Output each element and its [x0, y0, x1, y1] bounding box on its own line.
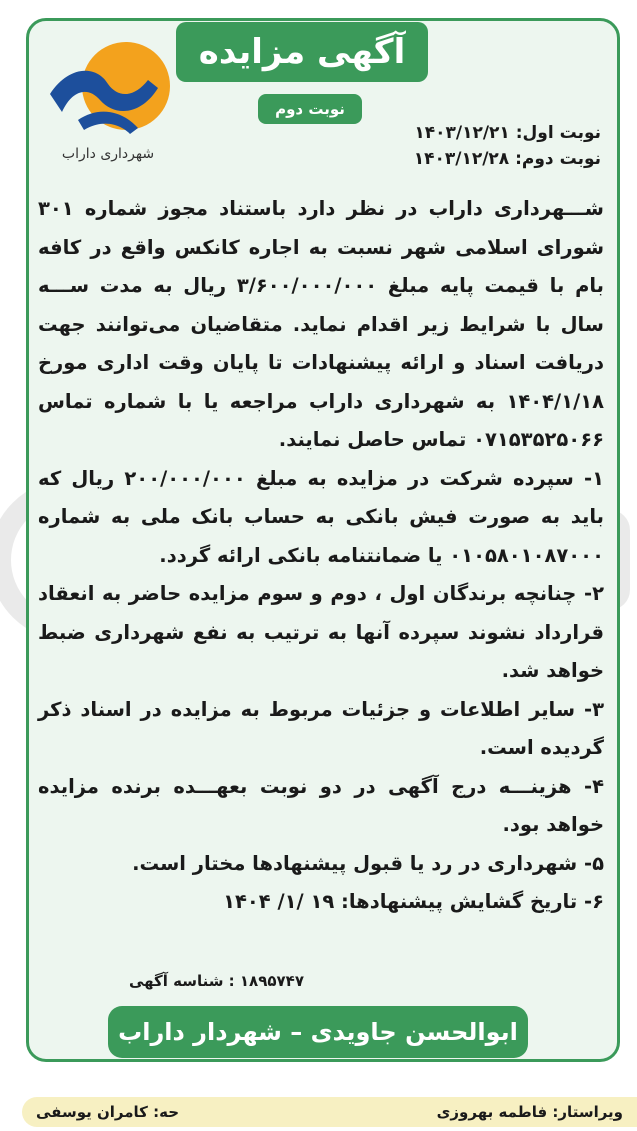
turn-badge: نوبت دوم [258, 94, 362, 124]
condition-item: ۵- شهرداری در رد یا قبول پیشنهادها مختار است. [132, 851, 604, 875]
darab-municipality-logo [38, 36, 178, 166]
condition-item: ۱- سپرده شرکت در مزایده به مبلغ ۲۰۰/۰۰۰/۰۰۰ ریال که باید به صورت فیش بانکی به حساب بانک ملی به شماره ۰۱۰۵۸۰۱۰۸۷۰۰۰ یا ضمانتنامه بانکی ارائه گردد. [38, 466, 604, 567]
condition-item: ۳- سایر اطلاعات و جزئیات مربوط به مزایده در اسناد ذکر گردیده است. [38, 697, 604, 759]
turn-dates [321, 120, 601, 172]
notice-body [38, 190, 604, 922]
notice-title: آگهی مزایده [176, 22, 428, 82]
editor-credit: ویراستار: فاطمه بهروزی [436, 1103, 623, 1121]
signature-banner: ابوالحسن جاویدی – شهردار داراب [108, 1006, 528, 1058]
condition-item: ۲- چنانچه برندگان اول ، دوم و سوم مزایده حاضر به انعقاد قرارداد نشوند سپرده آنها به ترتیب به نفع شهرداری ضبط خواهد شد. [38, 582, 604, 682]
notice-intro: شـــهرداری داراب در نظر دارد باستناد مجوز شماره ۳۰۱ شورای اسلامی شهر نسبت به اجاره کانکس واقع در کافه بام با قیمت پایه مبلغ ۳/۶۰۰/۰۰۰/۰۰۰ ریال به مدت ســـه سال با شرایط زیر اقدام نماید. متقاضیان می‌توانند جهت دریافت اسناد و ارائه پیشنهادات تا پایان وقت اداری مورخ ۱۴۰۴/۱/۱۸ به شهرداری داراب مراجعه یا با شماره تماس ۰۷۱۵۳۵۲۵۰۶۶ تماس حاصل نمایند. [38, 197, 604, 451]
ad-id: ۱۸۹۵۷۴۷ : شناسه آگهی [128, 972, 304, 990]
condition-item: ۶- تاریخ گشایش پیشنهادها: ۱۹ /۱/ ۱۴۰۴ [223, 890, 604, 913]
logo-caption: شهرداری داراب [61, 146, 155, 162]
page-designer-credit: حه: کامران یوسفی [36, 1103, 180, 1121]
first-turn-date: نوبت اول: ۱۴۰۳/۱۲/۲۱ [414, 123, 601, 143]
credits-footer [22, 1097, 637, 1127]
second-turn-date: نوبت دوم: ۱۴۰۳/۱۲/۲۸ [413, 149, 601, 169]
condition-item: ۴- هزینـــه درج آگهی در دو نوبت بعهـــده برنده مزایده خواهد بود. [38, 774, 604, 836]
